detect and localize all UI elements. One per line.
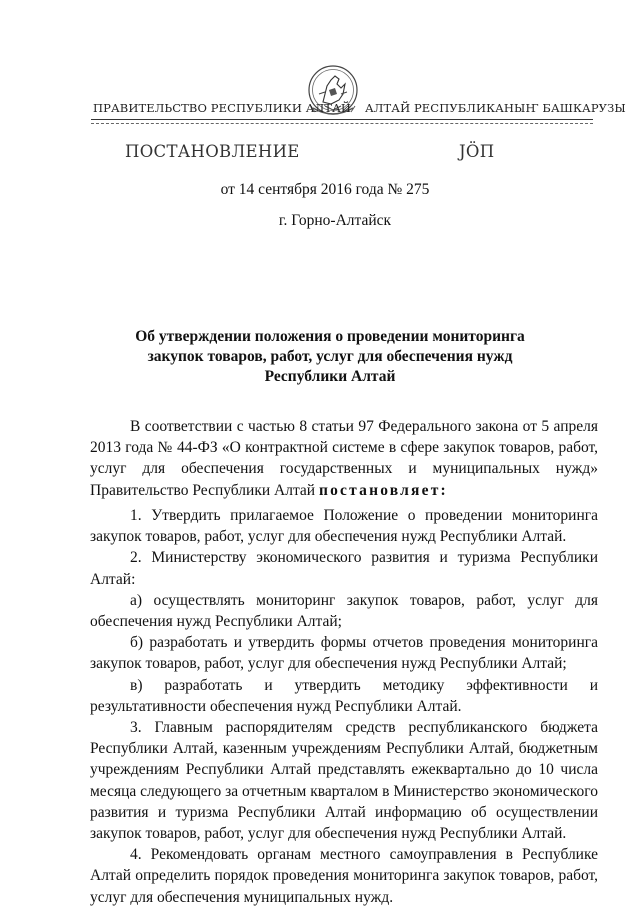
date-and-number: от 14 сентября 2016 года № 275 [220,181,430,198]
title-line: закупок товаров, работ, услуг для обеспечения нужд [147,348,513,365]
letterhead-divider-dashed [91,123,593,124]
org-name-altai: АЛТАЙ РЕСПУБЛИКАНЫҤ БАШКАРУЗЫ [365,101,626,115]
resolution-subitem: в) разработать и утвердить методику эффективности и результативности обеспечения нужд Республики Алтай. [90,676,598,715]
decree-word: постановляет [318,481,441,499]
resolution-subitem: а) осуществлять мониторинг закупок товаров, работ, услуг для обеспечения нужд Республики Алтай; [90,591,598,631]
decree-colon: : [440,481,448,499]
org-name-russian: ПРАВИТЕЛЬСТВО РЕСПУБЛИКИ АЛТАЙ [93,101,352,115]
resolution-items [90,505,598,908]
title-line: Республики Алтай [264,368,396,385]
document-title [120,327,540,387]
city: г. Горно-Алтайск [278,212,392,229]
preamble-paragraph [90,416,598,501]
resolution-item: 4. Рекомендовать органам местного самоуправления в Республике Алтай определить порядок проведения мониторинга закупок товаров, работ, услуг для обеспечения муниципальных нужд. [90,846,598,906]
doc-type-altai: JӦП [459,142,495,161]
resolution-item: 2. Министерству экономического развития и туризма Республики Алтай: [90,549,598,588]
resolution-item: 1. Утвердить прилагаемое Положение о проведении мониторинга закупок товаров, работ, услуг для обеспечения нужд Республики Алтай. [90,507,598,546]
coat-of-arms-icon [305,64,361,124]
preamble-text: В соответствии с частью 8 статьи 97 Федерального закона от 5 апреля 2013 года № 44-ФЗ «О контрактной системе в сфере закупок товаров, работ, услуг для обеспечения государственных и муниципальных нужд» Правительство Республики Алтай [90,418,598,499]
letterhead-divider [91,119,593,120]
title-line: Об утверждении положения о проведении мониторинга [135,328,525,345]
resolution-subitem: б) разработать и утвердить формы отчетов проведения мониторинга закупок товаров, работ, услуг для обеспечения нужд Республики Алтай; [90,634,598,673]
resolution-item: 3. Главным распорядителям средств республиканского бюджета Республики Алтай, казенным учреждениям Республики Алтай, бюджетным учреждениям Республики Алтай представлять ежеквартально до 10 числа месяца следующего за отчетным кварталом в Министерство экономического развития и туризма Республики Алтай информацию об осуществлении закупок товаров, работ, услуг для обеспечения нужд Республики Алтай. [90,719,598,843]
doc-type-russian: ПОСТАНОВЛЕНИЕ [125,142,300,161]
preamble [90,416,598,501]
